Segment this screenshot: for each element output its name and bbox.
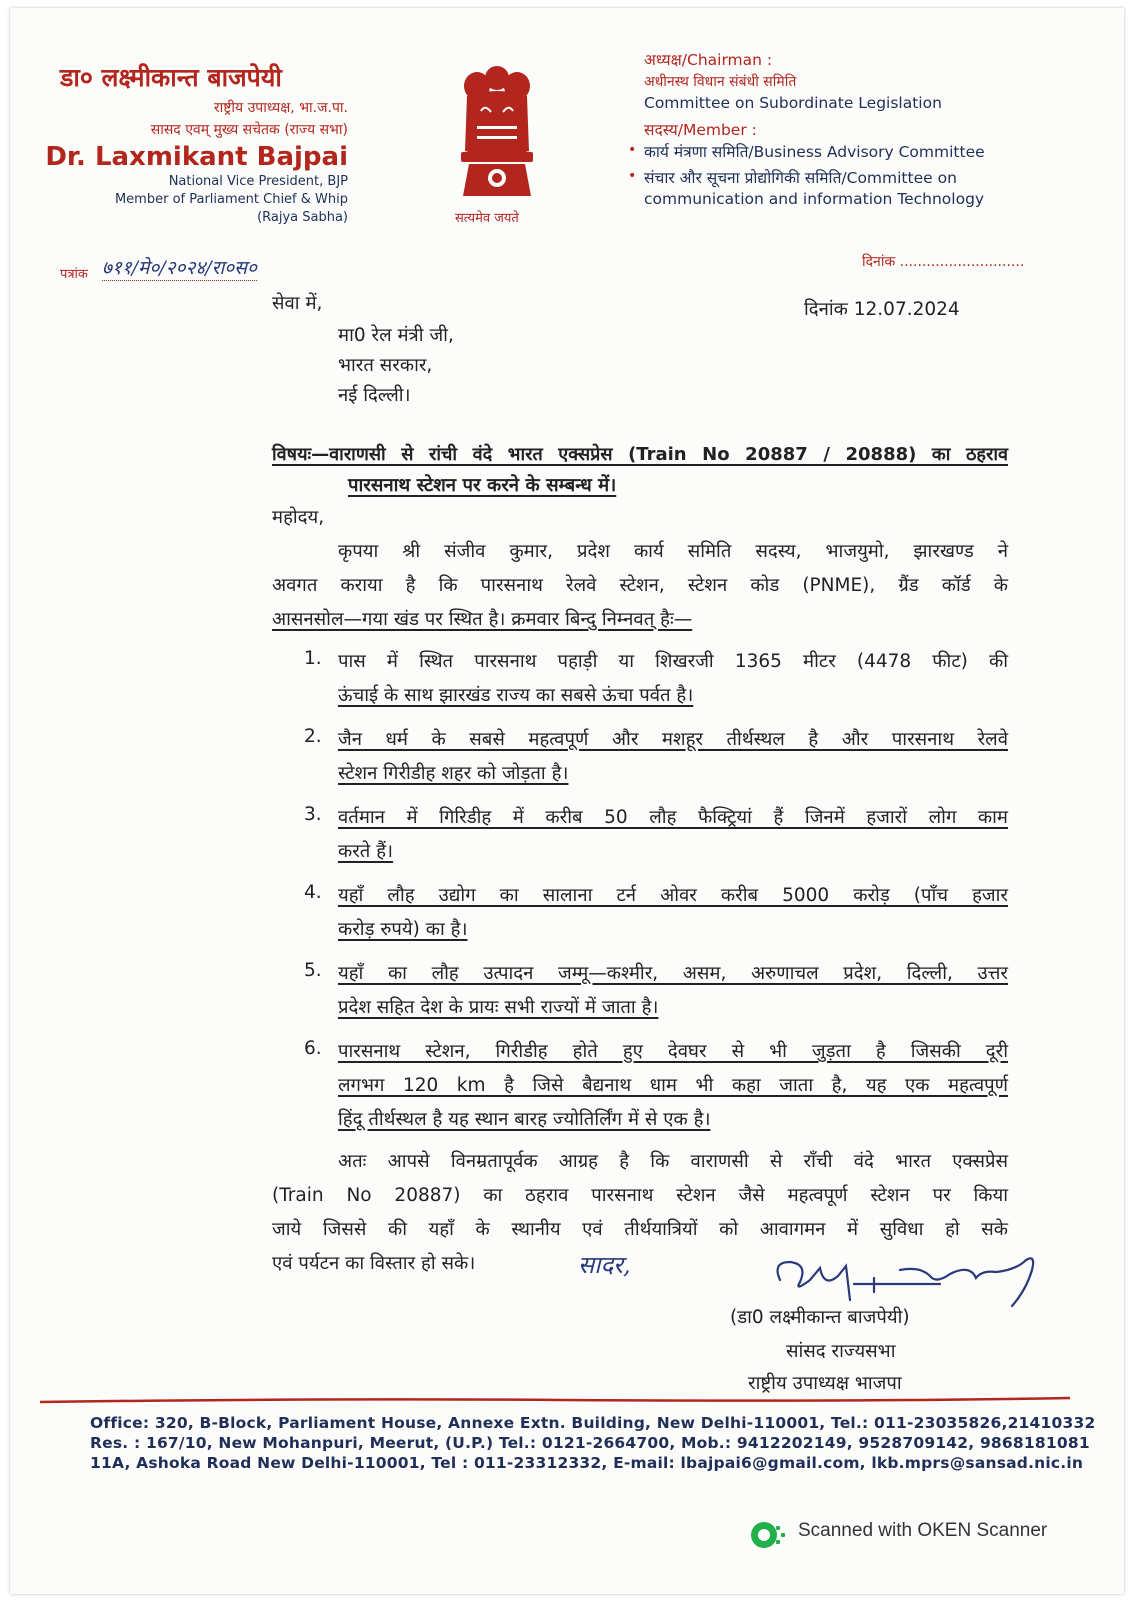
signatory-name: (डा0 लक्ष्मीकान्त बाजपेयी) [730,1307,910,1328]
chairman-committee-hindi: अधीनस्थ विधान संबंधी समिति [644,74,797,90]
point-5-line-2: प्रदेश सहित देश के प्रायः सभी राज्यों में जाता है। [338,997,659,1018]
letterhead-title-hindi-1: राष्ट्रीय उपाध्यक्ष, भा.ज.पा. [213,100,348,116]
point-2-line-1: जैन धर्म के सबसे महत्वपूर्ण और मशहूर तीर्थस्थल है और पारसनाथ रेलवे [338,729,1008,750]
point-6-line-3: हिंदू तीर्थस्थल है यह स्थान बारह ज्योतिर्लिंग में से एक है। [338,1109,711,1130]
point-4-line-2: करोड़ रुपये) का है। [338,919,468,940]
point-3-line-1: वर्तमान में गिरिडीह में करीब 50 लौह फैक्ट्रियां हैं जिनमें हजारों लोग काम [338,807,1008,828]
point-4-line-1: यहाँ लौह उद्योग का सालाना टर्न ओवर करीब 5000 करोड़ (पाँच हजार [338,885,1008,906]
footer-residence-address: Res. : 167/10, New Mohanpuri, Meerut, (U.P.) Tel.: 0121-2664700, Mob.: 9412202149, 9528709142, 9868181081 [90,1434,1090,1452]
subject-line-2: पारसनाथ स्टेशन पर करने के सम्बन्ध में। [348,475,617,496]
point-3-line-2: करते हैं। [338,841,394,862]
footer-office-address: Office: 320, B-Block, Parliament House, Annexe Extn. Building, New Delhi-110001, Tel.: 011-23035826,21410332 [90,1414,1096,1432]
chairman-committee-english: Committee on Subordinate Legislation [644,94,942,112]
point-number: 5. [304,960,322,981]
ref-label: पत्रांक [60,267,88,282]
point-6-line-2: लगभग 120 km है जिसे बैद्यनाथ धाम भी कहा जाता है, यह एक महत्वपूर्ण [338,1075,1008,1096]
intro-line-3: आसनसोल—गया खंड पर स्थित है। क्रमवार बिन्दु निम्नवत् हैः— [272,609,693,630]
letterhead-name-hindi: डा० लक्ष्मीकान्त बाजपेयी [60,63,282,92]
bullet-icon: • [628,168,637,184]
intro-line-1: कृपया श्री संजीव कुमार, प्रदेश कार्य समिति सदस्य, भाजयुमो, झारखण्ड ने [338,541,1008,562]
salutation: महोदय, [272,507,325,528]
point-number: 1. [304,648,322,669]
letterhead-title-hindi-2: सासद एवम् मुख्य सचेतक (राज्य सभा) [150,122,348,138]
point-number: 3. [304,804,322,825]
point-number: 4. [304,882,322,903]
signatory-designation-2: राष्ट्रीय उपाध्यक्ष भाजपा [748,1373,902,1394]
bullet-icon: • [628,142,637,158]
member-label: सदस्य/Member : [644,121,757,139]
point-5-line-1: यहाँ का लौह उत्पादन जम्मू—कश्मीर, असम, अरुणाचल प्रदेश, दिल्ली, उत्तर [338,963,1008,984]
closing-line-3: जाये जिससे की यहाँ के स्थानीय एवं तीर्थयात्रियों को आवागमन में सुविधा हो सके [272,1219,1008,1240]
subject-line-1: विषयः—वाराणसी से रांची वंदे भारत एक्सप्रेस (Train No 20887 / 20888) का ठहराव [272,444,1008,465]
point-1-line-1: पास में स्थित पारसनाथ पहाड़ी या शिखरजी 1365 मीटर (4478 फीट) की [338,651,1008,672]
letterhead-title-english-3: (Rajya Sabha) [257,210,348,225]
closing-line-4: एवं पर्यटन का विस्तार हो सके। [272,1253,476,1274]
ref-number-handwritten: ७११/मे०/२०२४/रा०स० [102,254,257,281]
address-to: सेवा में, [272,293,323,314]
sadar-handwritten: सादर, [578,1251,631,1279]
point-number: 6. [304,1038,322,1059]
date-label-printed: दिनांक ............................ [862,254,1025,270]
closing-line-1: अतः आपसे विनम्रतापूर्वक आग्रह है कि वाराणसी से राँची वंदे भारत एक्सप्रेस [338,1151,1008,1172]
member-committee-2b: communication and information Technology [644,190,985,208]
scanner-watermark: Scanned with OKEN Scanner [798,1520,1048,1541]
footer-delhi-address: 11A, Ashoka Road New Delhi-110001, Tel : 011-23312332, E-mail: lbajpai6@gmail.com, lkb.mprs@sansad.nic.in [90,1454,1084,1472]
address-line-2: भारत सरकार, [338,355,433,376]
member-committee-2a: संचार और सूचना प्रोद्योगिकी समिति/Committee on [644,169,957,187]
address-line-3: नई दिल्ली। [338,385,411,406]
oken-logo-icon [748,1518,788,1552]
point-number: 2. [304,726,322,747]
letterhead-title-english-2: Member of Parliament Chief & Whip [114,192,348,207]
address-line-1: मा0 रेल मंत्री जी, [338,325,454,346]
intro-line-2: अवगत कराया है कि पारसनाथ रेलवे स्टेशन, स्टेशन कोड (PNME), ग्रैंड कॉर्ड के [272,575,1008,596]
point-1-line-2: ऊंचाई के साथ झारखंड राज्य का सबसे ऊंचा पर्वत है। [338,685,694,706]
footer-divider [40,1396,1070,1406]
closing-line-2: (Train No 20887) का ठहराव पारसनाथ स्टेशन जैसे महत्वपूर्ण स्टेशन पर किया [272,1185,1008,1206]
signatory-designation-1: सांसद राज्यसभा [786,1341,896,1362]
point-2-line-2: स्टेशन गिरीडीह शहर को जोड़ता है। [338,763,569,784]
emblem-motto: सत्यमेव जयते [455,211,519,226]
letterhead-title-english-1: National Vice President, BJP [168,174,348,189]
point-6-line-1: पारसनाथ स्टेशन, गिरीडीह होते हुए देवघर से भी जुड़ता है जिसकी दूरी [338,1041,1008,1062]
signature-icon [750,1240,1040,1310]
letter-date: दिनांक 12.07.2024 [804,299,960,320]
letter-page [10,8,1124,1594]
ashoka-emblem-icon [447,56,547,206]
letterhead-name-english: Dr. Laxmikant Bajpai [45,142,348,172]
member-committee-1: कार्य मंत्रणा समिति/Business Advisory Committee [644,143,985,161]
chairman-label: अध्यक्ष/Chairman : [644,51,773,69]
